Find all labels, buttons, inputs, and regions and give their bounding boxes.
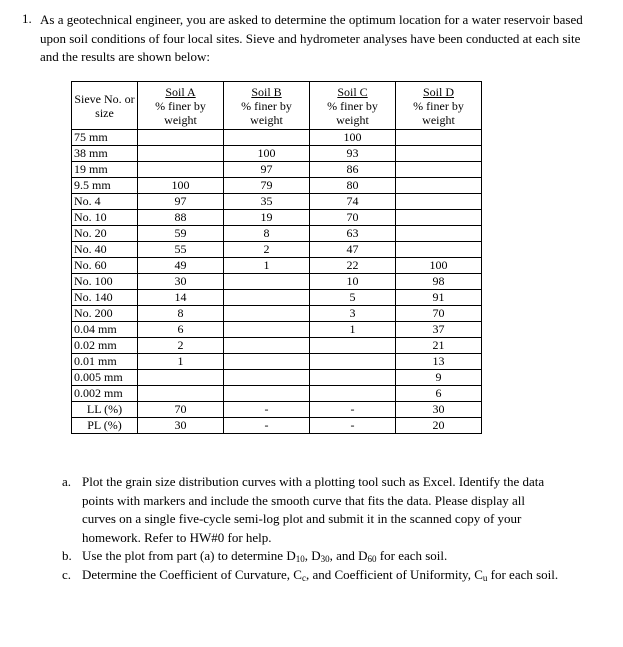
- soil-d-cell: [396, 210, 482, 226]
- soil-c-cell: 70: [310, 210, 396, 226]
- soil-c-cell: 5: [310, 290, 396, 306]
- soil-b-cell: [224, 370, 310, 386]
- soil-a-cell: 70: [138, 402, 224, 418]
- table-row: [72, 226, 482, 242]
- soil-c-cell: 80: [310, 178, 396, 194]
- soil-d-cell: [396, 146, 482, 162]
- soil-a-header: Soil A % finer by weight: [138, 82, 224, 130]
- table-row: [72, 178, 482, 194]
- sieve-cell: 38 mm: [72, 146, 138, 162]
- soil-d-cell: 30: [396, 402, 482, 418]
- soil-a-cell: [138, 130, 224, 146]
- soil-b-cell: [224, 354, 310, 370]
- soil-d-cell: 100: [396, 258, 482, 274]
- sieve-cell: No. 10: [72, 210, 138, 226]
- part-b: b. Use the plot from part (a) to determine $D_{10}$, $D_{30}$, and $D_{60}$ for each soil.: [62, 548, 448, 565]
- soil-d-cell: 13: [396, 354, 482, 370]
- soil-a-cell: 55: [138, 242, 224, 258]
- soil-c-cell: 22: [310, 258, 396, 274]
- soil-c-cell: 3: [310, 306, 396, 322]
- soil-c-cell: [310, 386, 396, 402]
- sieve-cell: No. 100: [72, 274, 138, 290]
- table-row: [72, 290, 482, 306]
- soil-a-cell: 59: [138, 226, 224, 242]
- soil-c-cell: -: [310, 418, 396, 434]
- limits-row: [72, 402, 482, 418]
- soil-a-cell: 97: [138, 194, 224, 210]
- sieve-cell: No. 40: [72, 242, 138, 258]
- soil-b-cell: 79: [224, 178, 310, 194]
- soil-b-cell: [224, 290, 310, 306]
- soil-b-cell: 1: [224, 258, 310, 274]
- soil-c-cell: 86: [310, 162, 396, 178]
- sieve-cell: No. 60: [72, 258, 138, 274]
- soil-c-cell: 74: [310, 194, 396, 210]
- soil-d-cell: [396, 178, 482, 194]
- soil-b-cell: [224, 130, 310, 146]
- soil-b-cell: [224, 306, 310, 322]
- table-row: [72, 370, 482, 386]
- soil-a-cell: 1: [138, 354, 224, 370]
- soil-d-cell: 70: [396, 306, 482, 322]
- soil-d-cell: 6: [396, 386, 482, 402]
- soil-a-cell: 2: [138, 338, 224, 354]
- soil-b-cell: 8: [224, 226, 310, 242]
- question-parts: [62, 473, 562, 585]
- soil-d-cell: 37: [396, 322, 482, 338]
- soil-b-cell: 97: [224, 162, 310, 178]
- table-row: [72, 146, 482, 162]
- sieve-cell: 9.5 mm: [72, 178, 138, 194]
- soil-a-cell: 6: [138, 322, 224, 338]
- soil-d-cell: 20: [396, 418, 482, 434]
- soil-d-cell: [396, 242, 482, 258]
- table-row: [72, 386, 482, 402]
- table-row: [72, 354, 482, 370]
- soil-b-cell: [224, 338, 310, 354]
- sieve-cell: No. 200: [72, 306, 138, 322]
- sieve-cell: 0.04 mm: [72, 322, 138, 338]
- soil-c-cell: -: [310, 402, 396, 418]
- sieve-cell: No. 140: [72, 290, 138, 306]
- sieve-cell: 19 mm: [72, 162, 138, 178]
- sieve-cell: No. 20: [72, 226, 138, 242]
- sieve-cell: No. 4: [72, 194, 138, 210]
- soil-d-cell: 21: [396, 338, 482, 354]
- part-a: a. Plot the grain size distribution curves with a plotting tool such as Excel. Identify the data points with markers and include the smooth curve that fits the data. Please display all curves on a single five-cycle semi-log plot and submit it in the scanned copy of your homework. Refer to HW#0 for help.: [62, 474, 545, 545]
- soil-c-cell: 47: [310, 242, 396, 258]
- soil-d-header: Soil D % finer by weight: [396, 82, 482, 130]
- sieve-cell: 0.02 mm: [72, 338, 138, 354]
- table-row: [72, 210, 482, 226]
- soil-a-cell: 100: [138, 178, 224, 194]
- soil-a-cell: 88: [138, 210, 224, 226]
- question-number: 1.: [22, 11, 32, 26]
- soil-d-cell: 98: [396, 274, 482, 290]
- soil-d-cell: [396, 194, 482, 210]
- part-c: c. Determine the Coefficient of Curvature, $C_c$, and Coefficient of Uniformity, $C_u$ for each soil.: [62, 566, 559, 583]
- sieve-cell: 0.002 mm: [72, 386, 138, 402]
- sieve-cell: 0.005 mm: [72, 370, 138, 386]
- soil-a-cell: 49: [138, 258, 224, 274]
- soil-b-header: Soil B % finer by weight: [224, 82, 310, 130]
- table-row: [72, 338, 482, 354]
- soil-a-cell: [138, 386, 224, 402]
- table-row: [72, 130, 482, 146]
- soil-d-cell: [396, 226, 482, 242]
- table-row: [72, 242, 482, 258]
- sieve-cell: 0.01 mm: [72, 354, 138, 370]
- limit-label-cell: LL (%): [72, 402, 138, 418]
- soil-b-cell: [224, 274, 310, 290]
- table-header-row: [72, 82, 482, 130]
- table-row: [72, 306, 482, 322]
- table-row: [72, 258, 482, 274]
- soil-a-cell: [138, 162, 224, 178]
- soil-c-cell: 100: [310, 130, 396, 146]
- soil-c-header: Soil C % finer by weight: [310, 82, 396, 130]
- soil-b-cell: 19: [224, 210, 310, 226]
- soil-a-cell: 8: [138, 306, 224, 322]
- soil-b-cell: 100: [224, 146, 310, 162]
- question-text: As a geotechnical engineer, you are asked to determine the optimum location for a water reservoir based upon soil conditions of four local sites. Sieve and hydrometer analyses have been conducted at each site and the results are shown below:: [40, 12, 583, 64]
- limit-label-cell: PL (%): [72, 418, 138, 434]
- soil-c-cell: [310, 354, 396, 370]
- soil-b-cell: 2: [224, 242, 310, 258]
- soil-d-cell: [396, 130, 482, 146]
- soil-b-cell: -: [224, 418, 310, 434]
- soil-a-cell: [138, 370, 224, 386]
- soil-c-cell: 1: [310, 322, 396, 338]
- limits-row: [72, 418, 482, 434]
- table-row: [72, 194, 482, 210]
- sieve-table: [71, 81, 482, 434]
- soil-d-cell: 91: [396, 290, 482, 306]
- soil-d-cell: [396, 162, 482, 178]
- soil-c-cell: [310, 370, 396, 386]
- soil-c-cell: 63: [310, 226, 396, 242]
- soil-a-cell: 14: [138, 290, 224, 306]
- soil-b-cell: [224, 322, 310, 338]
- soil-b-cell: [224, 386, 310, 402]
- table-row: [72, 322, 482, 338]
- soil-c-cell: [310, 338, 396, 354]
- sieve-header: Sieve No. or size: [72, 82, 138, 130]
- soil-b-cell: 35: [224, 194, 310, 210]
- soil-c-cell: 93: [310, 146, 396, 162]
- soil-b-cell: -: [224, 402, 310, 418]
- sieve-cell: 75 mm: [72, 130, 138, 146]
- table-row: [72, 274, 482, 290]
- soil-a-cell: 30: [138, 274, 224, 290]
- soil-a-cell: [138, 146, 224, 162]
- soil-a-cell: 30: [138, 418, 224, 434]
- table-row: [72, 162, 482, 178]
- soil-c-cell: 10: [310, 274, 396, 290]
- soil-d-cell: 9: [396, 370, 482, 386]
